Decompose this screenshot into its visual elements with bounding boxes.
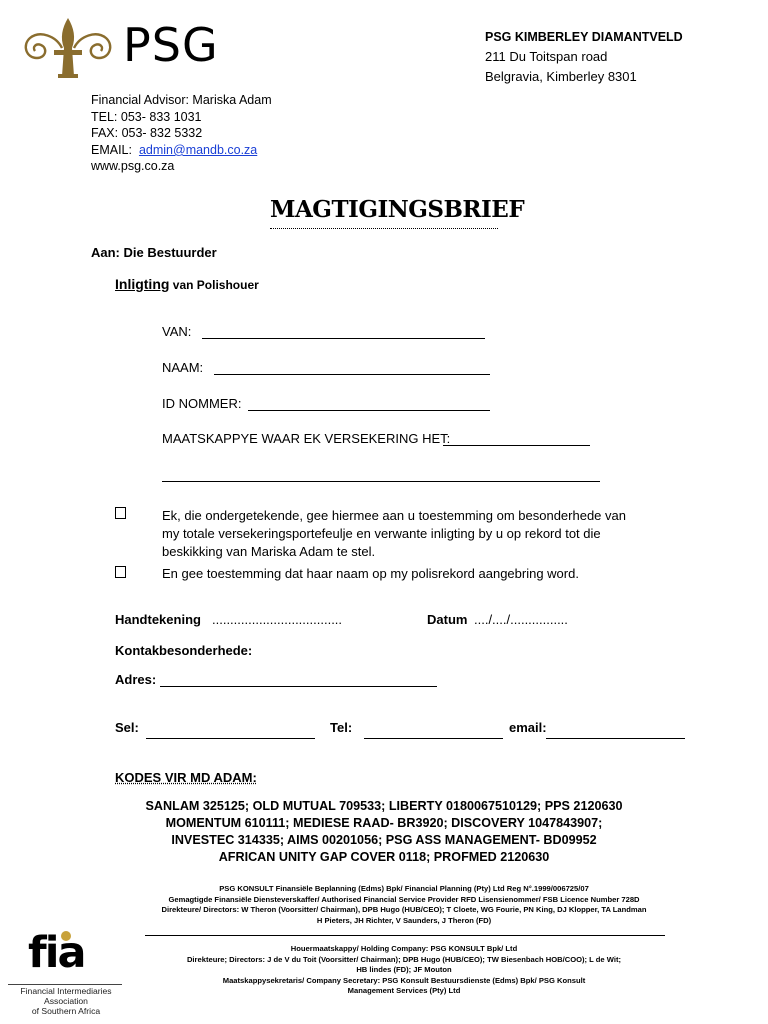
codes-heading: KODES VIR MD ADAM:	[115, 770, 257, 785]
footer-line-2: Gemagtigde Finansiële Diensteverskaffer/ Authorised Financial Service Provider RFD Lisensienommer/ FSB Licence Number 728D	[168, 894, 640, 904]
sel-label: Sel:	[115, 720, 139, 735]
datum-label: Datum	[427, 612, 468, 627]
footer-line-4: H Pieters, JH Richter, V Saunders, J Theron (FD)	[316, 915, 492, 925]
advisor-contact	[91, 92, 272, 175]
footer-line-6: Direkteure; Directors: J de V du Toit (Voorsitter/ Chairman); DPB Hugo (HUB/CEO); TW Biesenbach HOB/COO); L de Wit;	[186, 954, 622, 964]
fia-subtitle	[8, 986, 124, 1016]
codes-line-2: MOMENTUM 610111; MEDIESE RAAD- BR3920; DISCOVERY 1047843907;	[165, 816, 603, 830]
footer-line-8: Maatskappysekretaris/ Company Secretary: PSG Konsult Bestuursdienste (Edms) Bpk/ PSG Konsult	[222, 975, 586, 985]
branch-street: 211 Du Toitspan road	[485, 49, 608, 64]
adres-field[interactable]	[160, 686, 437, 687]
tel-label: Tel:	[330, 720, 353, 735]
advisor-website: www.psg.co.za	[91, 159, 175, 174]
email-field[interactable]	[546, 738, 685, 739]
section-heading-word2: van Polishouer	[169, 278, 259, 292]
branch-address	[485, 27, 683, 87]
maatskappye-field-extra[interactable]	[162, 481, 600, 482]
fia-logo-text: fia	[28, 928, 85, 978]
footer-line-1: PSG KONSULT Finansiële Beplanning (Edms) Bpk/ Financial Planning (Pty) Ltd Reg N°.1999/006725/07	[219, 884, 589, 893]
handtekening-label: Handtekening	[115, 612, 201, 627]
adres-label: Adres:	[115, 672, 157, 687]
consent-text-1	[162, 507, 626, 562]
consent-line-4: En gee toestemming dat haar naam op my polisrekord aangebring word.	[162, 566, 579, 581]
naam-field[interactable]	[214, 374, 490, 375]
sel-field[interactable]	[146, 738, 315, 739]
footer-holding-info	[20, 944, 768, 997]
footer-company-info	[20, 884, 768, 926]
van-label: VAN:	[162, 324, 192, 339]
footer-line-5: Houermaatskappy/ Holding Company: PSG KONSULT Bpk/ Ltd	[290, 944, 518, 953]
codes-line-4: AFRICAN UNITY GAP COVER 0118; PROFMED 2120630	[218, 850, 550, 864]
datum-field[interactable]: ..../..../................	[474, 612, 568, 627]
maatskappye-field[interactable]	[443, 445, 590, 446]
section-heading-word1: Inligting	[115, 276, 170, 292]
contact-heading: Kontakbesonderhede:	[115, 643, 253, 658]
codes-list	[0, 798, 768, 866]
codes-line-1: SANLAM 325125; OLD MUTUAL 709533; LIBERTY 0180067510129; PPS 2120630	[145, 799, 623, 813]
advisor-email-link[interactable]: admin@mandb.co.za	[138, 142, 258, 157]
consent-line-2: my totale versekeringsportefeulje en verwante inligting by u op rekord tot die	[162, 526, 601, 542]
advisor-fax: FAX: 053- 832 5332	[91, 126, 203, 141]
title-underline	[270, 228, 498, 229]
advisor-email-row	[91, 142, 272, 159]
footer-line-9: Management Services (Pty) Ltd	[347, 986, 461, 996]
psg-logo-text: PSG	[123, 18, 219, 72]
maatskappye-label: MAATSKAPPYE WAAR EK VERSEKERING HET:	[162, 431, 451, 446]
tel-field[interactable]	[364, 738, 503, 739]
van-field[interactable]	[202, 338, 485, 339]
id-field[interactable]	[248, 410, 490, 411]
branch-suburb: Belgravia, Kimberley 8301	[485, 69, 637, 84]
codes-line-3: INVESTEC 314335; AIMS 00201056; PSG ASS MANAGEMENT- BD09952	[171, 833, 597, 847]
consent-checkbox-1[interactable]	[115, 507, 126, 519]
naam-label: NAAM:	[162, 360, 204, 375]
email-label: email:	[509, 720, 547, 735]
fia-subtitle-line-1: Financial Intermediaries Association	[20, 986, 112, 1006]
consent-line-1: Ek, die ondergetekende, gee hiermee aan u toestemming om besonderhede van	[162, 508, 626, 523]
advisor-name: Financial Advisor: Mariska Adam	[91, 93, 272, 107]
branch-name: PSG KIMBERLEY DIAMANTVELD	[485, 30, 683, 44]
document-title: MAGTIGINGSBRIEF	[270, 196, 525, 223]
fia-divider	[8, 984, 122, 985]
consent-line-3: beskikking van Mariska Adam te stel.	[162, 544, 376, 560]
recipient: Aan: Die Bestuurder	[91, 245, 217, 260]
handtekening-field[interactable]: ....................................	[212, 612, 343, 627]
section-heading	[115, 276, 259, 292]
psg-emblem-logo	[16, 16, 120, 80]
advisor-tel: TEL: 053- 833 1031	[91, 109, 202, 124]
advisor-email-label: EMAIL:	[91, 142, 132, 157]
footer-line-7: HB lindes (FD); JF Mouton	[356, 965, 452, 975]
consent-checkbox-2[interactable]	[115, 566, 126, 578]
id-label: ID NOMMER:	[162, 396, 242, 411]
footer-divider	[145, 935, 665, 936]
fia-subtitle-line-2: of Southern Africa	[31, 1006, 101, 1016]
footer-line-3: Direkteure/ Directors: W Theron (Voorsitter/ Chairman), DPB Hugo (HUB/CEO); T Cloete, WG Fourie, PN King, DJ Klopper, TA Landman	[161, 905, 647, 915]
